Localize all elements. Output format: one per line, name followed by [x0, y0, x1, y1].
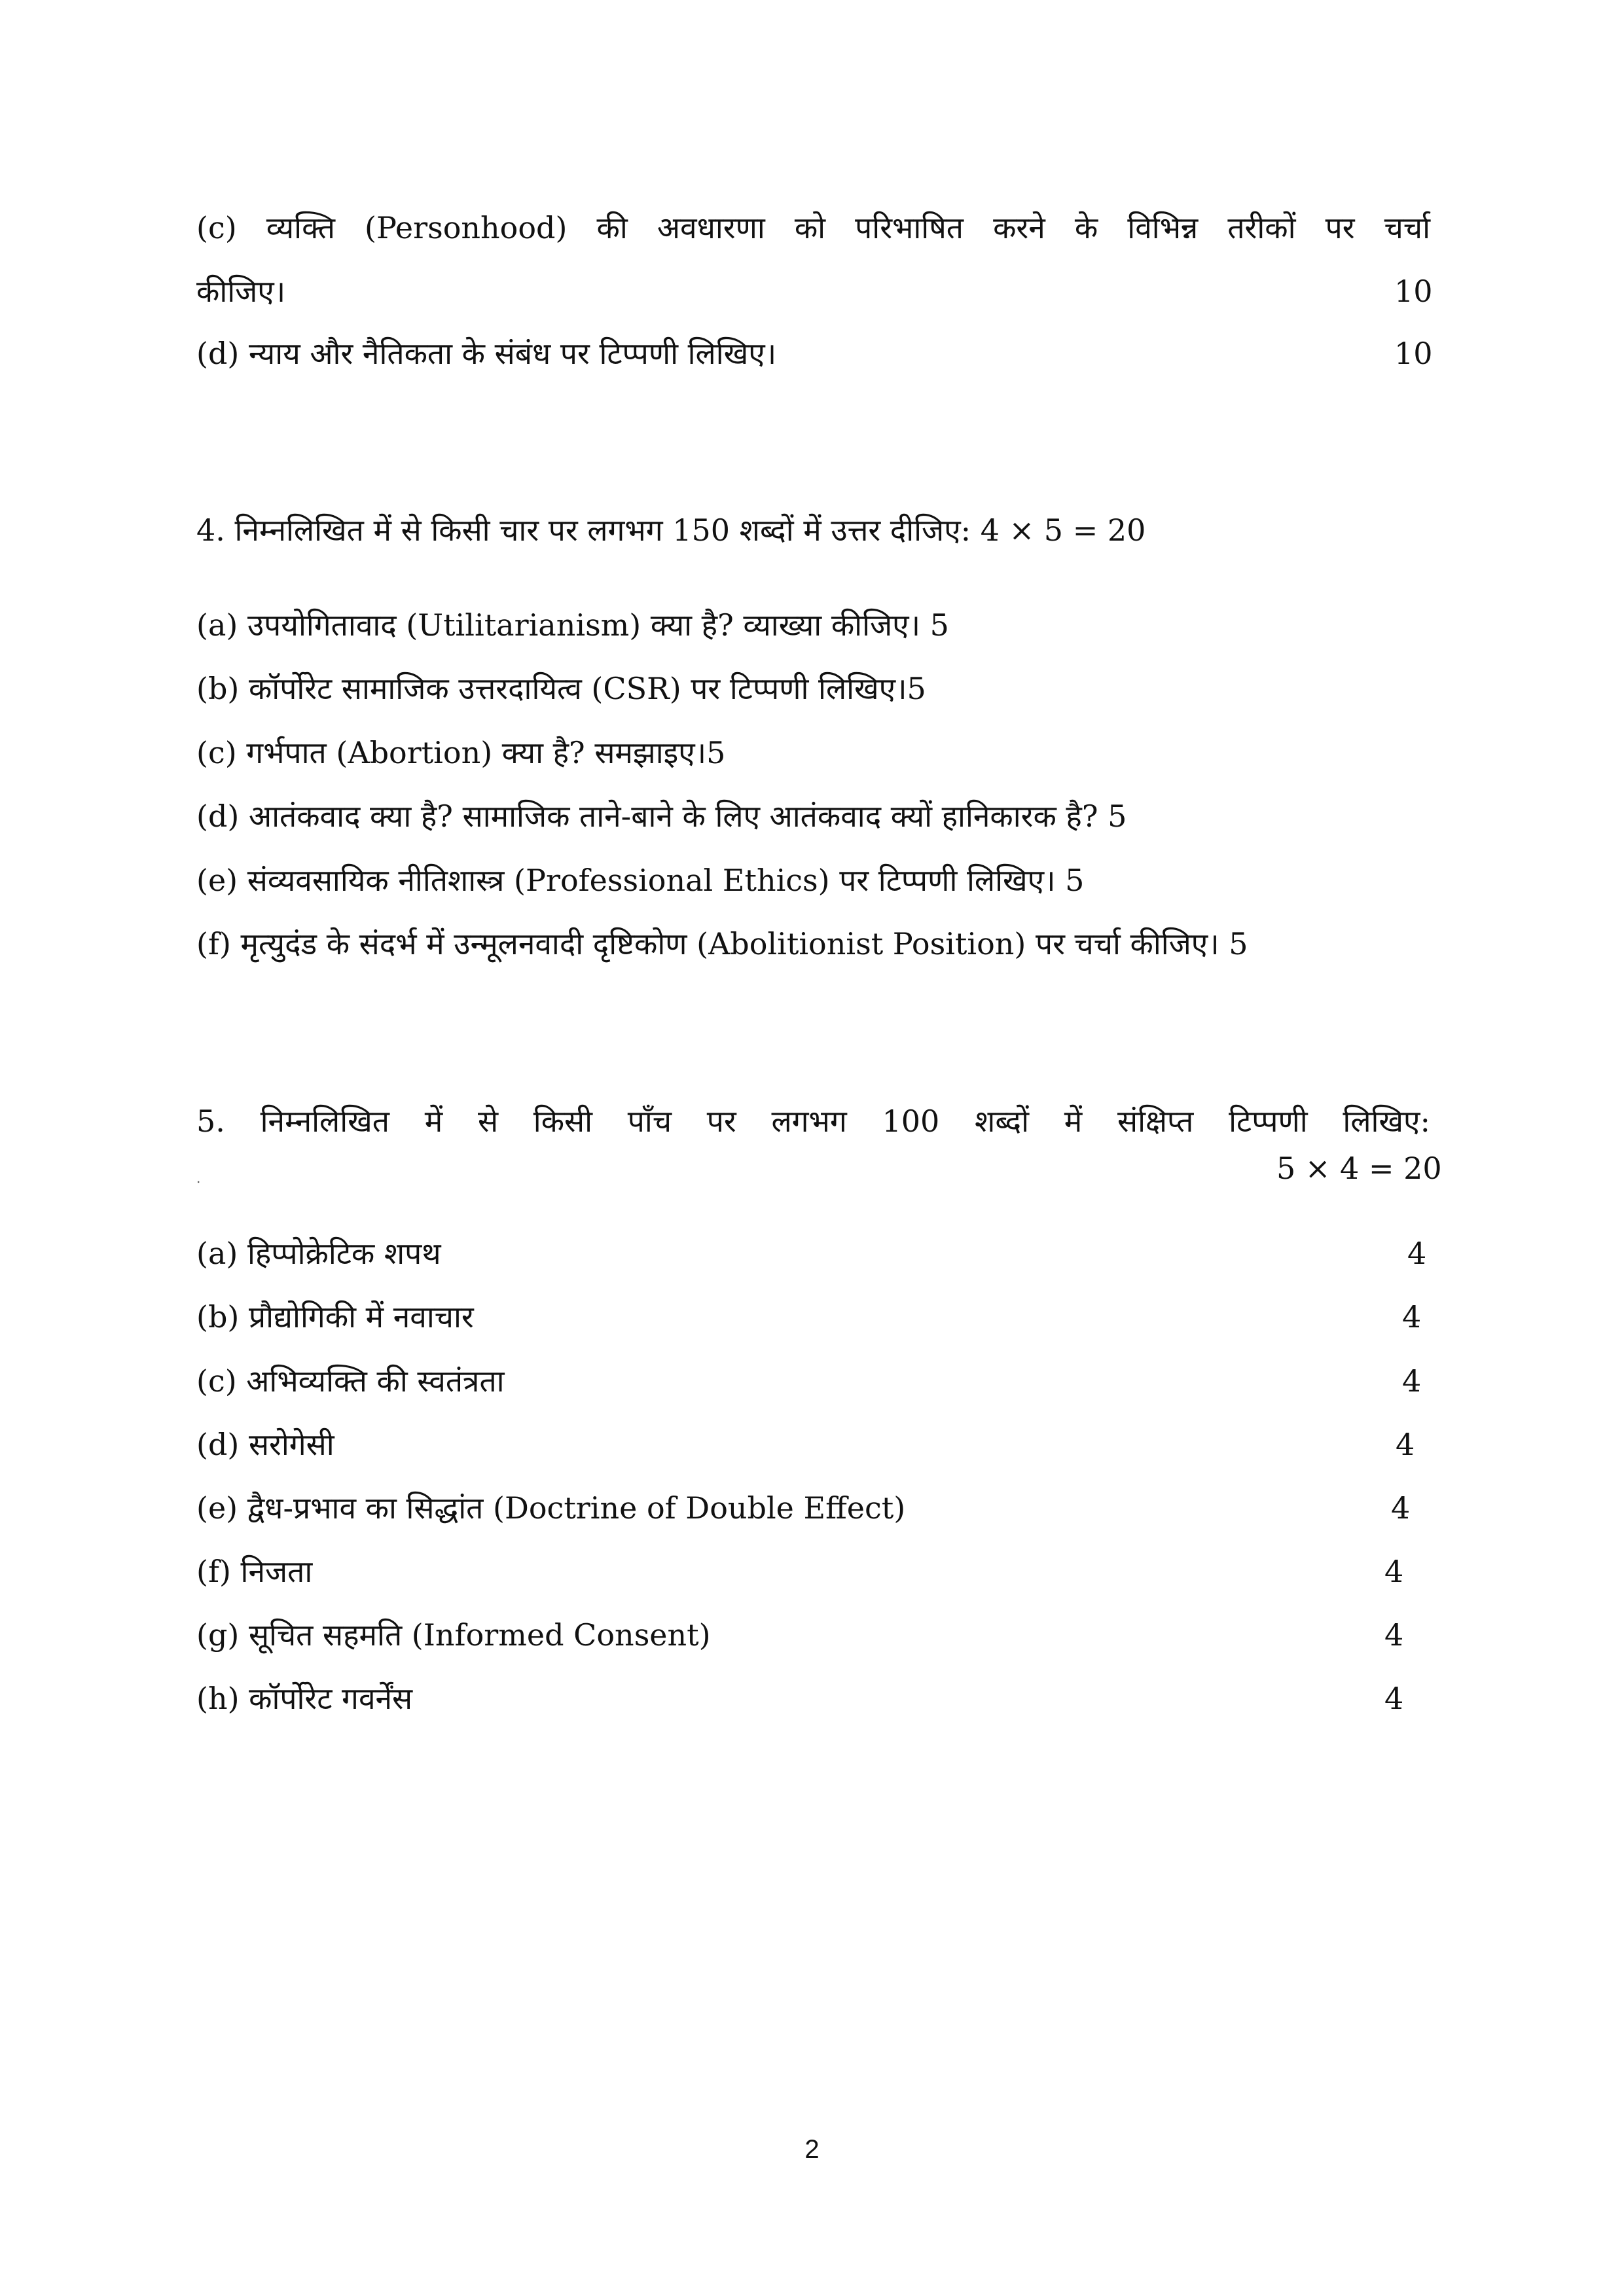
- q3c-line1: (c) व्यक्ति (Personhood) की अवधारणा को परिभाषित करने के विभिन्न तरीकों पर चर्चा: [196, 210, 1430, 245]
- q5-item-f: (f) निजता: [196, 1554, 313, 1589]
- q4-item-f: (f) मृत्युदंड के संदर्भ में उन्मूलनवादी दृष्टिकोण (Abolitionist Position) पर चर्चा कीजिए। 5: [196, 926, 1248, 961]
- q5-item-c-marks: 4: [1402, 1363, 1422, 1399]
- q5-heading: 5. निम्नलिखित में से किसी पाँच पर लगभग 100 शब्दों में संक्षिप्त टिप्पणी लिखिए:: [196, 1103, 1430, 1139]
- q3c-marks: 10: [1394, 274, 1433, 309]
- q5-item-h-marks: 4: [1384, 1681, 1404, 1716]
- page-number: 2: [804, 2135, 820, 2164]
- q4-item-c: (c) गर्भपात (Abortion) क्या है? समझाइए।5: [196, 735, 726, 770]
- q5-item-f-marks: 4: [1384, 1554, 1404, 1589]
- q4-item-d: (d) आतंकवाद क्या है? सामाजिक ताने-बाने के लिए आतंकवाद क्यों हानिकारक है? 5: [196, 798, 1127, 834]
- q5-item-g-marks: 4: [1384, 1617, 1404, 1653]
- q3d-marks: 10: [1394, 336, 1433, 371]
- q4-item-e: (e) संव्यवसायिक नीतिशास्त्र (Professional Ethics) पर टिप्पणी लिखिए। 5: [196, 863, 1085, 898]
- q4-item-b: (b) कॉर्पोरेट सामाजिक उत्तरदायित्व (CSR) पर टिप्पणी लिखिए।5: [196, 671, 926, 706]
- q5-item-h: (h) कॉर्पोरेट गवर्नेंस: [196, 1681, 413, 1716]
- stray-dot: .: [196, 1170, 201, 1186]
- q5-item-d: (d) सरोगेसी: [196, 1427, 334, 1462]
- q4-heading: 4. निम्नलिखित में से किसी चार पर लगभग 150 शब्दों में उत्तर दीजिए: 4 × 5 = 20: [196, 512, 1146, 548]
- q5-item-c: (c) अभिव्यक्ति की स्वतंत्रता: [196, 1363, 505, 1399]
- q5-item-g: (g) सूचित सहमति (Informed Consent): [196, 1617, 711, 1653]
- q5-item-e: (e) द्वैध-प्रभाव का सिद्धांत (Doctrine of Double Effect): [196, 1490, 906, 1526]
- q5-item-b: (b) प्रौद्योगिकी में नवाचार: [196, 1299, 474, 1335]
- q5-total: 5 × 4 = 20: [1276, 1151, 1442, 1186]
- q3d-text: (d) न्याय और नैतिकता के संबंध पर टिप्पणी लिखिए।: [196, 336, 777, 371]
- q3c-line2: कीजिए।: [196, 274, 286, 309]
- q4-item-a: (a) उपयोगितावाद (Utilitarianism) क्या है? व्याख्या कीजिए। 5: [196, 607, 949, 643]
- q5-item-e-marks: 4: [1391, 1490, 1411, 1526]
- q5-item-a: (a) हिप्पोक्रेटिक शपथ: [196, 1236, 441, 1271]
- q5-item-d-marks: 4: [1396, 1427, 1415, 1462]
- q5-item-a-marks: 4: [1407, 1236, 1427, 1271]
- q5-item-b-marks: 4: [1402, 1299, 1422, 1335]
